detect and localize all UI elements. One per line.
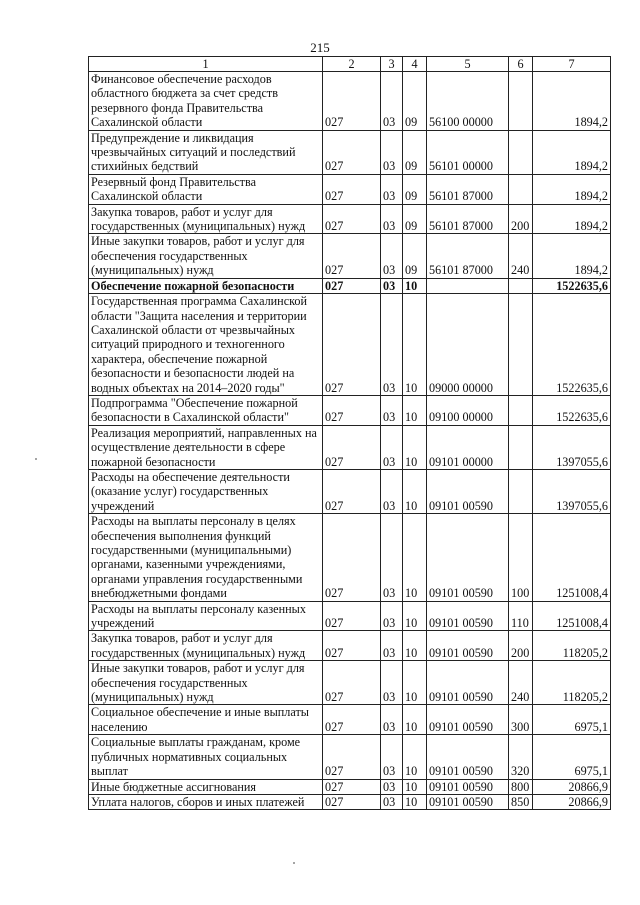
table-row xyxy=(89,705,611,735)
code-ministry: 027 xyxy=(323,425,381,469)
page-number: 215 xyxy=(310,40,330,55)
code-target: 56101 87000 xyxy=(427,204,509,234)
row-amount: 1522635,6 xyxy=(533,395,611,425)
table-row xyxy=(89,204,611,234)
row-amount: 1894,2 xyxy=(533,174,611,204)
code-expense-type: 200 xyxy=(509,204,533,234)
row-name: Иные бюджетные ассигнования xyxy=(89,779,323,794)
column-header: 5 xyxy=(427,57,509,72)
code-ministry: 027 xyxy=(323,735,381,779)
code-target: 09101 00590 xyxy=(427,705,509,735)
row-amount: 1894,2 xyxy=(533,72,611,131)
row-amount: 118205,2 xyxy=(533,631,611,661)
code-section: 03 xyxy=(381,705,403,735)
row-name: Подпрограмма "Обеспечение пожарной безопасности в Сахалинской области" xyxy=(89,395,323,425)
code-target: 09101 00590 xyxy=(427,661,509,705)
code-target: 56101 87000 xyxy=(427,174,509,204)
code-subsection: 10 xyxy=(403,469,427,513)
code-expense-type xyxy=(509,174,533,204)
code-subsection: 10 xyxy=(403,631,427,661)
scan-speck xyxy=(293,862,295,864)
code-section: 03 xyxy=(381,174,403,204)
code-target: 56101 87000 xyxy=(427,234,509,278)
code-subsection: 10 xyxy=(403,705,427,735)
row-name: Реализация мероприятий, направленных на осуществление деятельности в сфере пожарной безопасности xyxy=(89,425,323,469)
code-subsection: 10 xyxy=(403,601,427,631)
code-target: 09101 00590 xyxy=(427,601,509,631)
row-amount: 6975,1 xyxy=(533,735,611,779)
code-expense-type: 850 xyxy=(509,794,533,809)
code-ministry: 027 xyxy=(323,514,381,601)
code-target: 09101 00590 xyxy=(427,631,509,661)
table-row xyxy=(89,395,611,425)
table-row xyxy=(89,234,611,278)
code-expense-type: 240 xyxy=(509,234,533,278)
code-section: 03 xyxy=(381,794,403,809)
row-name: Иные закупки товаров, работ и услуг для обеспечения государственных (муниципальных) нужд xyxy=(89,234,323,278)
table-row xyxy=(89,130,611,174)
code-ministry: 027 xyxy=(323,631,381,661)
code-expense-type: 110 xyxy=(509,601,533,631)
row-amount: 6975,1 xyxy=(533,705,611,735)
table-row xyxy=(89,735,611,779)
code-ministry: 027 xyxy=(323,174,381,204)
code-expense-type xyxy=(509,278,533,293)
table-row xyxy=(89,601,611,631)
code-expense-type: 300 xyxy=(509,705,533,735)
row-name: Расходы на выплаты персоналу в целях обеспечения выполнения функций государственными (муниципальными) органами, казенными учреждениями, органами управления государственными внебюджетными фондами xyxy=(89,514,323,601)
row-amount: 1894,2 xyxy=(533,130,611,174)
code-expense-type xyxy=(509,294,533,396)
row-amount: 1522635,6 xyxy=(533,278,611,293)
row-name: Финансовое обеспечение расходов областного бюджета за счет средств резервного фонда Правительства Сахалинской области xyxy=(89,72,323,131)
row-name: Предупреждение и ликвидация чрезвычайных ситуаций и последствий стихийных бедствий xyxy=(89,130,323,174)
code-section: 03 xyxy=(381,469,403,513)
code-section: 03 xyxy=(381,631,403,661)
row-name: Закупка товаров, работ и услуг для государственных (муниципальных) нужд xyxy=(89,631,323,661)
table-row xyxy=(89,72,611,131)
code-ministry: 027 xyxy=(323,779,381,794)
code-target: 09101 00590 xyxy=(427,469,509,513)
code-ministry: 027 xyxy=(323,469,381,513)
code-subsection: 10 xyxy=(403,294,427,396)
row-name: Социальное обеспечение и иные выплаты населению xyxy=(89,705,323,735)
code-subsection: 10 xyxy=(403,514,427,601)
code-section: 03 xyxy=(381,278,403,293)
row-name: Социальные выплаты гражданам, кроме публичных нормативных социальных выплат xyxy=(89,735,323,779)
code-section: 03 xyxy=(381,72,403,131)
row-amount: 1522635,6 xyxy=(533,294,611,396)
code-ministry: 027 xyxy=(323,72,381,131)
column-header: 7 xyxy=(533,57,611,72)
code-expense-type xyxy=(509,395,533,425)
code-expense-type xyxy=(509,130,533,174)
code-subsection: 09 xyxy=(403,72,427,131)
row-name: Иные закупки товаров, работ и услуг для обеспечения государственных (муниципальных) нужд xyxy=(89,661,323,705)
code-expense-type: 100 xyxy=(509,514,533,601)
code-subsection: 10 xyxy=(403,779,427,794)
table-row xyxy=(89,425,611,469)
code-subsection: 09 xyxy=(403,174,427,204)
code-target: 09101 00000 xyxy=(427,425,509,469)
code-target: 09101 00590 xyxy=(427,735,509,779)
code-target: 09101 00590 xyxy=(427,794,509,809)
code-ministry: 027 xyxy=(323,705,381,735)
code-section: 03 xyxy=(381,425,403,469)
code-subsection: 10 xyxy=(403,425,427,469)
code-ministry: 027 xyxy=(323,294,381,396)
row-amount: 1251008,4 xyxy=(533,601,611,631)
row-amount: 1251008,4 xyxy=(533,514,611,601)
code-subsection: 09 xyxy=(403,234,427,278)
table-row xyxy=(89,779,611,794)
code-target: 09101 00590 xyxy=(427,779,509,794)
budget-table xyxy=(88,56,611,810)
code-section: 03 xyxy=(381,601,403,631)
column-header: 6 xyxy=(509,57,533,72)
code-section: 03 xyxy=(381,204,403,234)
row-name: Расходы на выплаты персоналу казенных учреждений xyxy=(89,601,323,631)
code-target: 09100 00000 xyxy=(427,395,509,425)
table-row xyxy=(89,794,611,809)
code-expense-type xyxy=(509,425,533,469)
code-ministry: 027 xyxy=(323,204,381,234)
code-section: 03 xyxy=(381,661,403,705)
table-row xyxy=(89,469,611,513)
code-subsection: 09 xyxy=(403,130,427,174)
column-header: 3 xyxy=(381,57,403,72)
row-name: Уплата налогов, сборов и иных платежей xyxy=(89,794,323,809)
row-amount: 20866,9 xyxy=(533,794,611,809)
code-expense-type: 320 xyxy=(509,735,533,779)
row-name: Резервный фонд Правительства Сахалинской области xyxy=(89,174,323,204)
code-ministry: 027 xyxy=(323,661,381,705)
row-amount: 20866,9 xyxy=(533,779,611,794)
column-header: 1 xyxy=(89,57,323,72)
code-section: 03 xyxy=(381,735,403,779)
code-expense-type xyxy=(509,72,533,131)
code-ministry: 027 xyxy=(323,278,381,293)
code-expense-type: 240 xyxy=(509,661,533,705)
code-subsection: 10 xyxy=(403,395,427,425)
code-subsection: 09 xyxy=(403,204,427,234)
code-expense-type: 200 xyxy=(509,631,533,661)
column-header: 2 xyxy=(323,57,381,72)
code-expense-type xyxy=(509,469,533,513)
code-ministry: 027 xyxy=(323,395,381,425)
code-ministry: 027 xyxy=(323,601,381,631)
code-target: 09000 00000 xyxy=(427,294,509,396)
row-name: Расходы на обеспечение деятельности (оказание услуг) государственных учреждений xyxy=(89,469,323,513)
code-section: 03 xyxy=(381,234,403,278)
code-ministry: 027 xyxy=(323,234,381,278)
row-name: Обеспечение пожарной безопасности xyxy=(89,278,323,293)
code-target xyxy=(427,278,509,293)
table-row xyxy=(89,278,611,293)
row-amount: 118205,2 xyxy=(533,661,611,705)
row-amount: 1397055,6 xyxy=(533,469,611,513)
code-target: 56100 00000 xyxy=(427,72,509,131)
code-target: 56101 00000 xyxy=(427,130,509,174)
code-subsection: 10 xyxy=(403,735,427,779)
table-row xyxy=(89,174,611,204)
code-section: 03 xyxy=(381,779,403,794)
code-subsection: 10 xyxy=(403,278,427,293)
row-name: Государственная программа Сахалинской области "Защита населения и территории Сахалинской области от чрезвычайных ситуаций природного и техногенного характера, обеспечение пожарной безопасности и безопасности людей на водных объектах на 2014–2020 годы" xyxy=(89,294,323,396)
code-section: 03 xyxy=(381,130,403,174)
table-row xyxy=(89,294,611,396)
table-row xyxy=(89,661,611,705)
code-section: 03 xyxy=(381,514,403,601)
row-amount: 1397055,6 xyxy=(533,425,611,469)
code-section: 03 xyxy=(381,294,403,396)
code-ministry: 027 xyxy=(323,794,381,809)
code-expense-type: 800 xyxy=(509,779,533,794)
table-row xyxy=(89,631,611,661)
column-header: 4 xyxy=(403,57,427,72)
code-subsection: 10 xyxy=(403,794,427,809)
scan-speck xyxy=(35,458,37,460)
row-amount: 1894,2 xyxy=(533,234,611,278)
row-amount: 1894,2 xyxy=(533,204,611,234)
code-subsection: 10 xyxy=(403,661,427,705)
code-ministry: 027 xyxy=(323,130,381,174)
table-header-row xyxy=(89,57,611,72)
table-row xyxy=(89,514,611,601)
code-target: 09101 00590 xyxy=(427,514,509,601)
row-name: Закупка товаров, работ и услуг для государственных (муниципальных) нужд xyxy=(89,204,323,234)
code-section: 03 xyxy=(381,395,403,425)
